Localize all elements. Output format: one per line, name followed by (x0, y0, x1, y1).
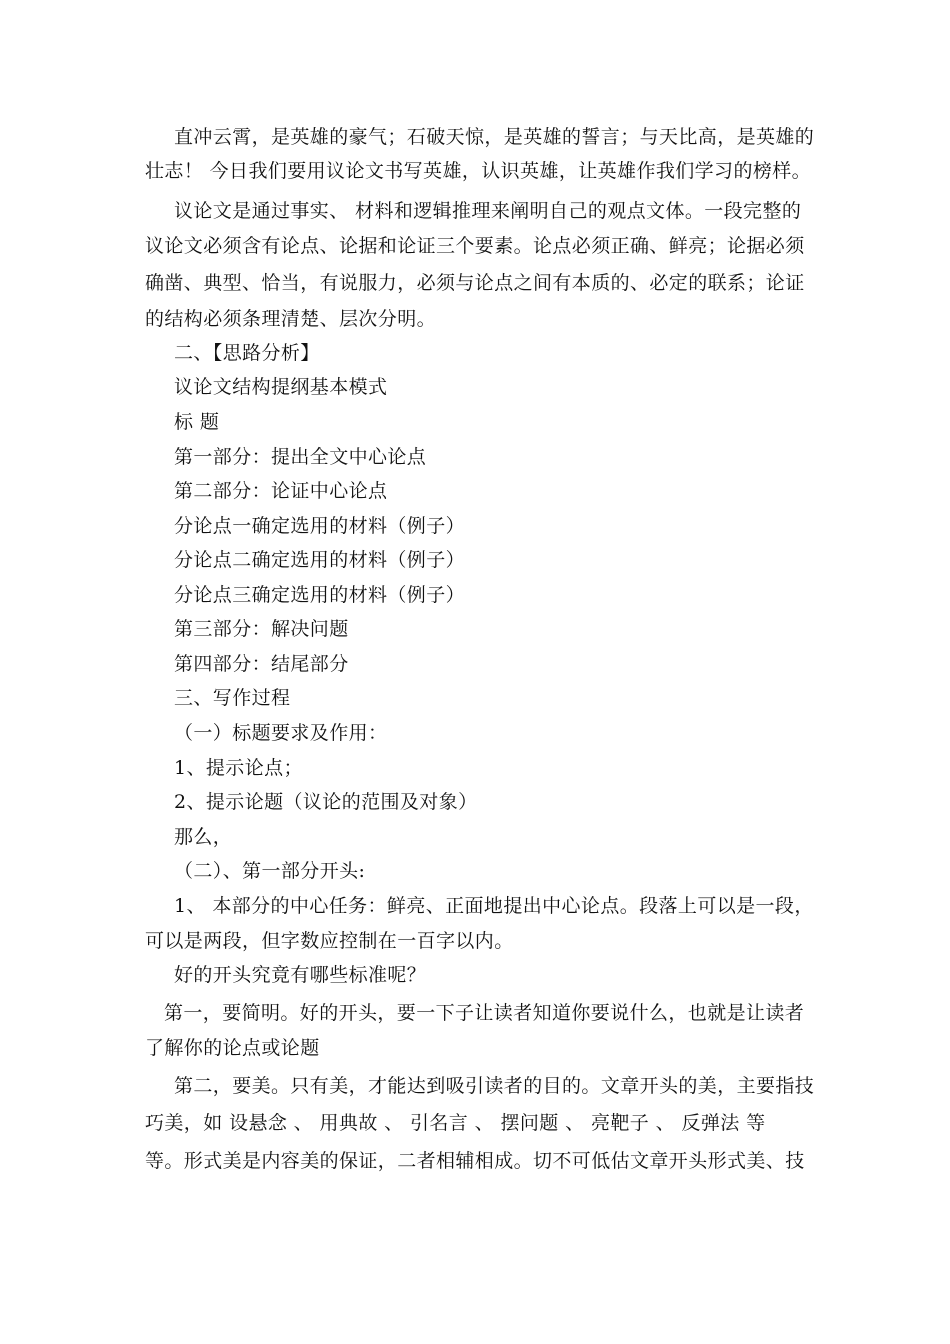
text-line-4: 议论文必须含有论点、论据和论证三个要素。论点必须正确、鲜亮；论据必须 (145, 235, 805, 257)
text-line-3: 议论文是通过事实、 材料和逻辑推理来阐明自己的观点文体。一段完整的 (174, 200, 802, 222)
text-line-25: 好的开头究竟有哪些标准呢？ (174, 964, 427, 986)
text-line-29: 巧美，如 设悬念 、 用典故 、 引名言 、 摆问题 、 亮靶子 、 反弹法 等 (145, 1112, 766, 1134)
text-line-12: 分论点一确定选用的材料（例子） (174, 515, 466, 537)
text-line-1: 直冲云霄，是英雄的豪气；石破天惊，是英雄的誓言；与天比高，是英雄的 (174, 126, 815, 148)
text-line-19: 1、提示论点； (174, 757, 303, 779)
text-line-22: （二）、第一部分开头: (174, 860, 366, 882)
text-line-30: 等。形式美是内容美的保证，二者相辅相成。切不可低估文章开头形式美、技 (145, 1150, 805, 1172)
text-line-15: 第三部分：解决问题 (174, 618, 349, 640)
text-line-20: 2、提示论题（议论的范围及对象） (174, 791, 478, 813)
text-line-27: 了解你的论点或论题 (145, 1037, 320, 1059)
text-line-5: 确凿、典型、恰当，有说服力，必须与论点之间有本质的、必定的联系；论证 (145, 272, 805, 294)
text-line-13: 分论点二确定选用的材料（例子） (174, 549, 466, 571)
text-line-6: 的结构必须条理清楚、层次分明。 (145, 308, 437, 330)
section-heading-3: 三、写作过程 (174, 687, 291, 709)
text-line-28: 第二，要美。只有美，才能达到吸引读者的目的。文章开头的美，主要指技 (174, 1075, 815, 1097)
text-line-26: 第一，要简明。好的开头，要一下子让读者知道你要说什么，也就是让读者 (164, 1002, 805, 1024)
text-line-14: 分论点三确定选用的材料（例子） (174, 584, 466, 606)
text-line-11: 第二部分：论证中心论点 (174, 480, 388, 502)
section-heading-2: 二、【思路分析】 (174, 342, 320, 364)
text-line-21: 那么， (174, 826, 233, 848)
text-line-24: 可以是两段，但字数应控制在一百字以内。 (145, 930, 514, 952)
text-line-8: 议论文结构提纲基本模式 (174, 376, 388, 398)
text-line-9: 标 题 (174, 411, 220, 433)
text-line-18: （一）标题要求及作用： (174, 722, 388, 744)
text-line-2: 壮志！ 今日我们要用议论文书写英雄，认识英雄，让英雄作我们学习的榜样。 (145, 160, 812, 182)
text-line-16: 第四部分：结尾部分 (174, 653, 349, 675)
text-line-10: 第一部分：提出全文中心论点 (174, 446, 427, 468)
text-line-23: 1、 本部分的中心任务：鲜亮、正面地提出中心论点。段落上可以是一段， (174, 895, 814, 917)
